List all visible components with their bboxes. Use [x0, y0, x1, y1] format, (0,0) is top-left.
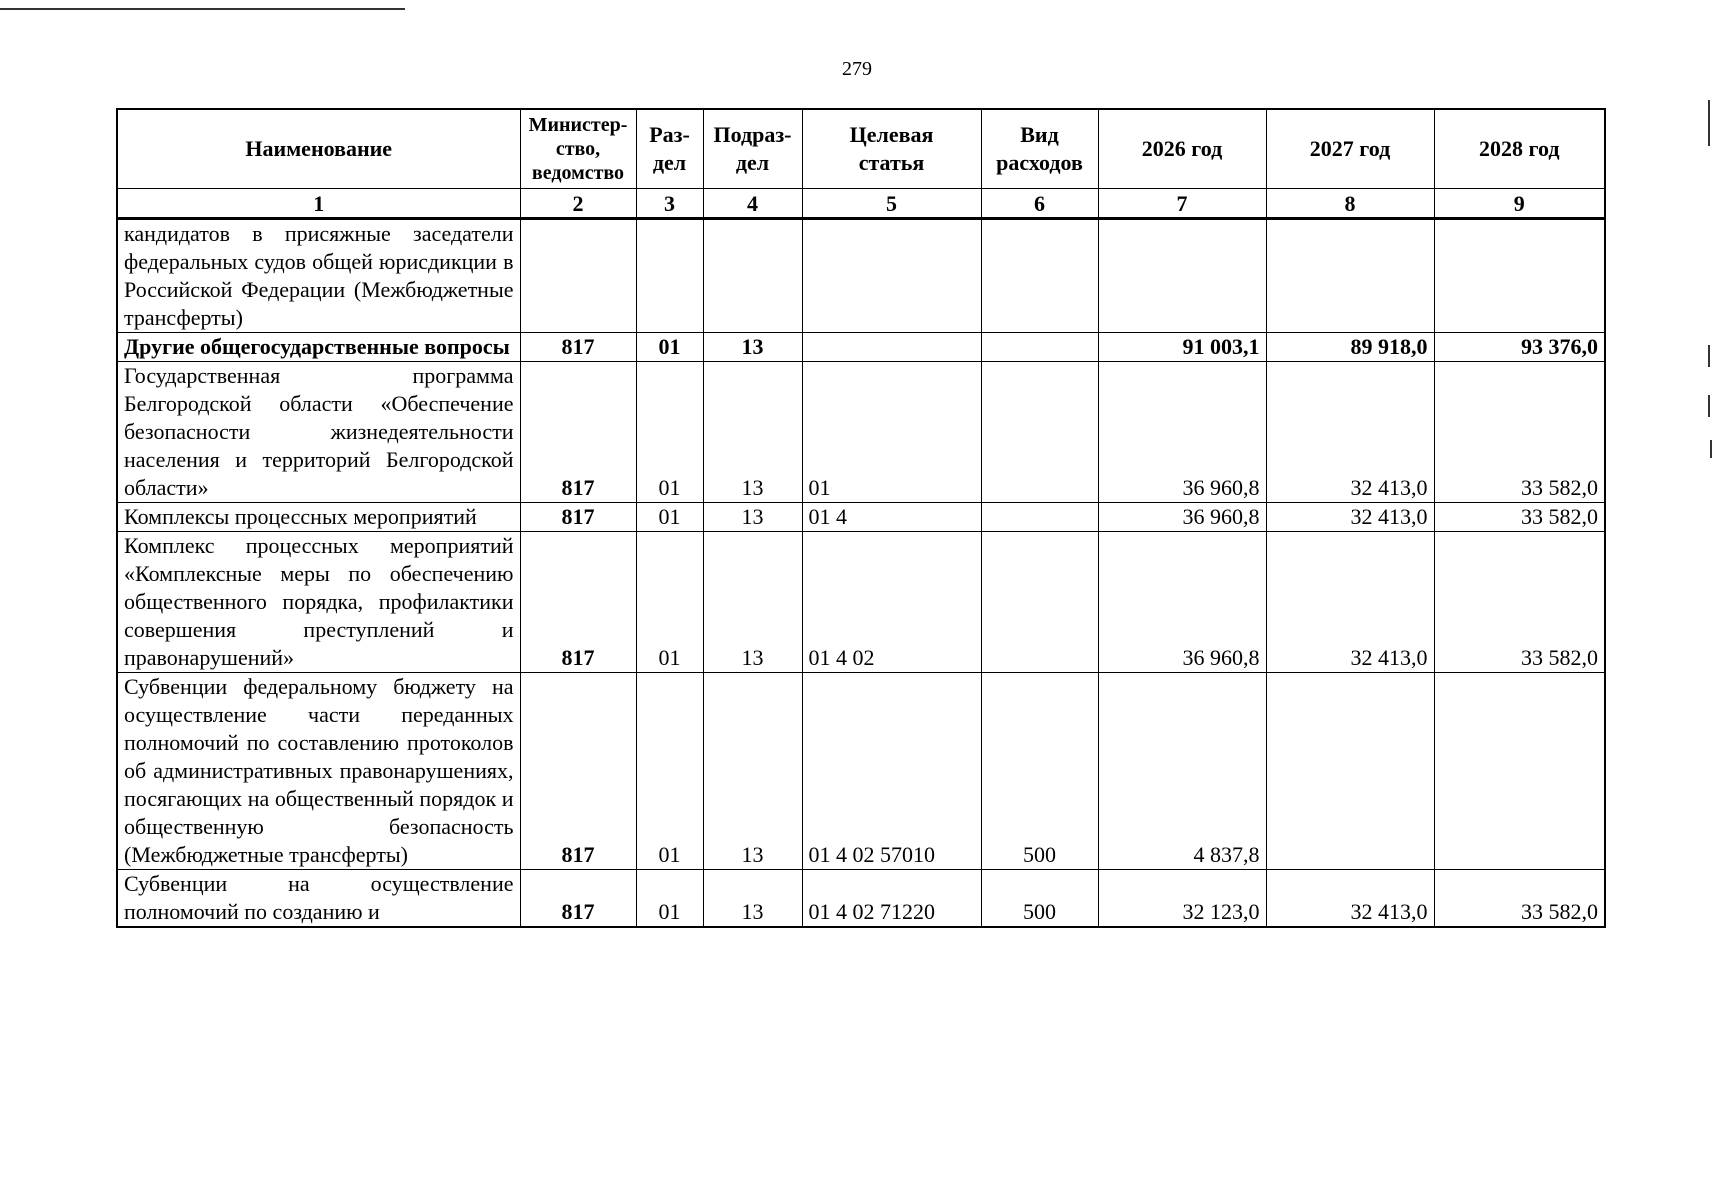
row-ministry: 817 [520, 503, 636, 532]
header-2027: 2027 год [1266, 109, 1434, 189]
column-number: 5 [802, 189, 981, 219]
row-2028: 33 582,0 [1434, 362, 1605, 503]
row-ministry: 817 [520, 532, 636, 673]
row-expense-type: 500 [981, 673, 1098, 870]
row-2027 [1266, 219, 1434, 333]
scan-edge-mark [1708, 100, 1710, 146]
row-ministry: 817 [520, 870, 636, 928]
row-expense-type [981, 503, 1098, 532]
column-number: 7 [1098, 189, 1266, 219]
row-name: Субвенции федеральному бюджету на осуществление части переданных полномочий по составлению протоколов об административных правонарушениях, посягающих на общественный порядок и общественную безопасность (Межбюджетные трансферты) [117, 673, 520, 870]
row-subsection: 13 [703, 673, 802, 870]
row-expense-type [981, 333, 1098, 362]
row-ministry: 817 [520, 362, 636, 503]
row-section: 01 [636, 503, 703, 532]
row-subsection: 13 [703, 333, 802, 362]
table-row [117, 362, 1605, 503]
row-expense-type [981, 532, 1098, 673]
column-number: 3 [636, 189, 703, 219]
scan-edge-mark [1708, 395, 1710, 417]
row-section: 01 [636, 532, 703, 673]
row-2027: 32 413,0 [1266, 503, 1434, 532]
page-number: 279 [842, 58, 872, 80]
row-2027: 32 413,0 [1266, 532, 1434, 673]
table-row [117, 333, 1605, 362]
row-target [802, 333, 981, 362]
row-2026: 91 003,1 [1098, 333, 1266, 362]
table-row [117, 870, 1605, 928]
row-expense-type [981, 362, 1098, 503]
row-expense-type: 500 [981, 870, 1098, 928]
row-target: 01 4 02 71220 [802, 870, 981, 928]
row-section [636, 219, 703, 333]
row-2027: 89 918,0 [1266, 333, 1434, 362]
row-2028: 33 582,0 [1434, 532, 1605, 673]
column-number: 4 [703, 189, 802, 219]
row-2026: 36 960,8 [1098, 362, 1266, 503]
table-row [117, 532, 1605, 673]
row-2028 [1434, 219, 1605, 333]
row-target: 01 4 02 57010 [802, 673, 981, 870]
row-2028 [1434, 673, 1605, 870]
column-number: 1 [117, 189, 520, 219]
row-name: Государственная программа Белгородской области «Обеспечение безопасности жизнедеятельности населения и территорий Белгородской области» [117, 362, 520, 503]
scan-edge-mark [1710, 440, 1712, 458]
row-2027: 32 413,0 [1266, 362, 1434, 503]
header-row [117, 109, 1605, 189]
row-2026: 32 123,0 [1098, 870, 1266, 928]
column-number: 8 [1266, 189, 1434, 219]
table-row [117, 503, 1605, 532]
row-2026: 4 837,8 [1098, 673, 1266, 870]
row-ministry: 817 [520, 333, 636, 362]
row-section: 01 [636, 673, 703, 870]
row-ministry: 817 [520, 673, 636, 870]
row-target [802, 219, 981, 333]
row-name: Субвенции на осуществление полномочий по созданию и [117, 870, 520, 928]
header-target: Целевая статья [802, 109, 981, 189]
row-2028: 33 582,0 [1434, 870, 1605, 928]
row-subsection: 13 [703, 532, 802, 673]
row-name: Комплекс процессных мероприятий «Комплексные меры по обеспечению общественного порядка, профилактики совершения преступлений и правонарушений» [117, 532, 520, 673]
row-ministry [520, 219, 636, 333]
table-row [117, 219, 1605, 333]
row-2027 [1266, 673, 1434, 870]
row-name: Другие общегосударственные вопросы [117, 333, 520, 362]
row-target: 01 [802, 362, 981, 503]
row-2028: 93 376,0 [1434, 333, 1605, 362]
row-subsection: 13 [703, 503, 802, 532]
row-2027: 32 413,0 [1266, 870, 1434, 928]
row-2026: 36 960,8 [1098, 532, 1266, 673]
row-2026 [1098, 219, 1266, 333]
header-name: Наименование [117, 109, 520, 189]
row-subsection: 13 [703, 870, 802, 928]
scan-edge-line [0, 8, 405, 10]
column-number: 6 [981, 189, 1098, 219]
header-expense-type: Вид расходов [981, 109, 1098, 189]
row-target: 01 4 [802, 503, 981, 532]
header-section: Раз- дел [636, 109, 703, 189]
table-row [117, 673, 1605, 870]
row-name: Комплексы процессных мероприятий [117, 503, 520, 532]
header-2026: 2026 год [1098, 109, 1266, 189]
row-target: 01 4 02 [802, 532, 981, 673]
header-subsection: Подраз- дел [703, 109, 802, 189]
row-expense-type [981, 219, 1098, 333]
row-section: 01 [636, 870, 703, 928]
row-2026: 36 960,8 [1098, 503, 1266, 532]
column-numbers-row [117, 189, 1605, 219]
scan-edge-mark [1708, 345, 1710, 367]
header-ministry: Министер- ство, ведомство [520, 109, 636, 189]
row-subsection [703, 219, 802, 333]
header-2028: 2028 год [1434, 109, 1605, 189]
row-section: 01 [636, 362, 703, 503]
row-section: 01 [636, 333, 703, 362]
budget-table [116, 108, 1606, 928]
column-number: 9 [1434, 189, 1605, 219]
row-name: кандидатов в присяжные заседатели федеральных судов общей юрисдикции в Российской Федерации (Межбюджетные трансферты) [117, 219, 520, 333]
row-subsection: 13 [703, 362, 802, 503]
column-number: 2 [520, 189, 636, 219]
row-2028: 33 582,0 [1434, 503, 1605, 532]
